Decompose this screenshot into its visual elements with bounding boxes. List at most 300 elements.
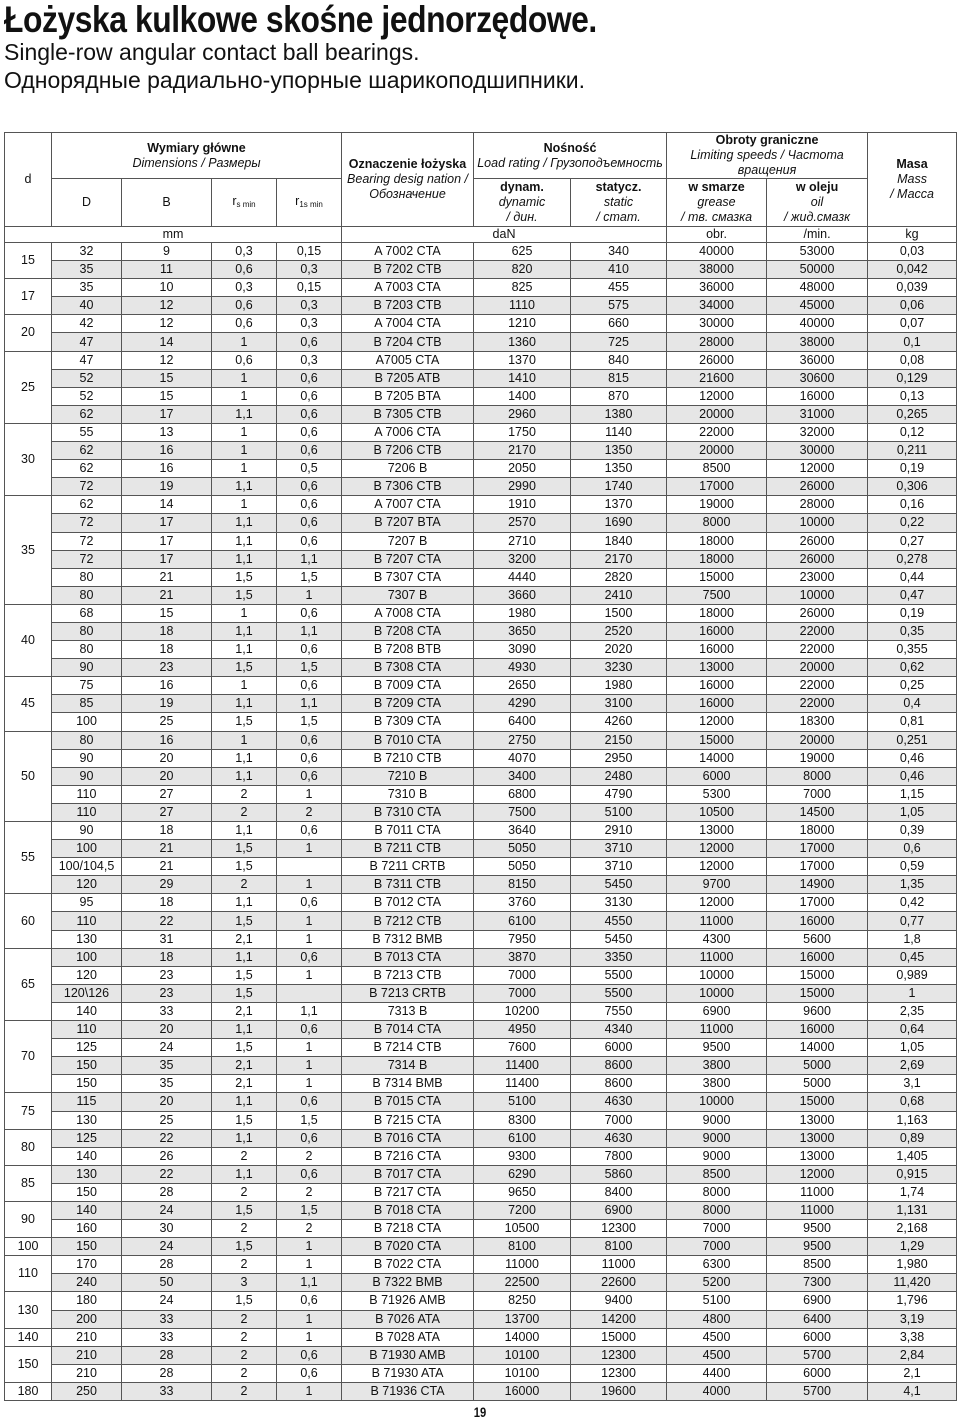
designation-cell: B 71926 AMB: [342, 1292, 474, 1310]
B-cell: 28: [122, 1346, 212, 1364]
D-cell: 85: [52, 695, 122, 713]
static-load-cell: 1350: [571, 460, 667, 478]
static-load-cell: 5100: [571, 803, 667, 821]
B-cell: 23: [122, 659, 212, 677]
unit-obr: obr.: [667, 227, 767, 243]
table-row: [5, 1129, 957, 1147]
rs-cell: 1: [212, 460, 277, 478]
mass-cell: 1,980: [868, 1256, 957, 1274]
mass-cell: 0,251: [868, 731, 957, 749]
D-cell: 62: [52, 460, 122, 478]
D-cell: 120: [52, 876, 122, 894]
designation-cell: A 7008 CTA: [342, 604, 474, 622]
oil-header: [767, 179, 868, 227]
designation-cell: B 71936 CTA: [342, 1382, 474, 1400]
static-load-cell: 12300: [571, 1346, 667, 1364]
B-cell: 15: [122, 604, 212, 622]
rs-cell: 1,1: [212, 550, 277, 568]
designation-cell: B 7211 CTB: [342, 840, 474, 858]
dynamic-load-cell: 2650: [474, 677, 571, 695]
designation-cell: A 7003 CTA: [342, 279, 474, 297]
D-cell: 40: [52, 297, 122, 315]
table-row: [5, 622, 957, 640]
table-row: [5, 1346, 957, 1364]
D-cell: 80: [52, 641, 122, 659]
oil-speed-cell: 5700: [767, 1382, 868, 1400]
grease-speed-cell: 9500: [667, 1039, 767, 1057]
D-cell: 95: [52, 894, 122, 912]
grease-speed-cell: 10000: [667, 1093, 767, 1111]
grease-speed-cell: 4300: [667, 930, 767, 948]
B-cell: 17: [122, 532, 212, 550]
table-row: [5, 586, 957, 604]
static-load-cell: 19600: [571, 1382, 667, 1400]
dynamic-load-cell: 8150: [474, 876, 571, 894]
D-cell: 130: [52, 930, 122, 948]
rs-cell: 1: [212, 442, 277, 460]
r1s-cell: 0,6: [277, 948, 342, 966]
static-load-cell: 1350: [571, 442, 667, 460]
B-cell: 17: [122, 550, 212, 568]
B-cell: 35: [122, 1057, 212, 1075]
r1s-cell: 1: [277, 1382, 342, 1400]
mass-cell: 0,62: [868, 659, 957, 677]
table-row: [5, 1382, 957, 1400]
dynamic-load-cell: 1110: [474, 297, 571, 315]
rs-cell: 1,5: [212, 1292, 277, 1310]
rs-cell: 1: [212, 333, 277, 351]
designation-cell: A 7002 CTA: [342, 243, 474, 261]
grease-speed-cell: 4000: [667, 1382, 767, 1400]
bore-diameter-cell: 90: [5, 1201, 52, 1237]
oil-speed-cell: 7000: [767, 785, 868, 803]
grease-speed-cell: 4500: [667, 1328, 767, 1346]
dynamic-load-cell: 4930: [474, 659, 571, 677]
designation-cell: B 7014 CTA: [342, 1021, 474, 1039]
static-load-cell: 8400: [571, 1183, 667, 1201]
designation-cell: B 7308 CTA: [342, 659, 474, 677]
table-row: [5, 405, 957, 423]
rs-cell: 1,1: [212, 1093, 277, 1111]
oil-speed-cell: 19000: [767, 749, 868, 767]
mass-cell: 0,77: [868, 912, 957, 930]
r1s-cell: 0,6: [277, 749, 342, 767]
static-load-cell: 2520: [571, 622, 667, 640]
static-load-cell: 12300: [571, 1364, 667, 1382]
mass-cell: 0,39: [868, 822, 957, 840]
table-row: [5, 478, 957, 496]
table-row: [5, 695, 957, 713]
rs-cell: 2: [212, 1364, 277, 1382]
D-cell: 90: [52, 767, 122, 785]
grease-speed-cell: 4800: [667, 1310, 767, 1328]
static-load-cell: 5860: [571, 1165, 667, 1183]
unit-dan: daN: [342, 227, 667, 243]
grease-speed-cell: 34000: [667, 297, 767, 315]
D-cell: 210: [52, 1346, 122, 1364]
stat-en: static: [603, 195, 634, 209]
rs-cell: 1,1: [212, 622, 277, 640]
grease-speed-cell: 5300: [667, 785, 767, 803]
table-row: [5, 894, 957, 912]
table-row: [5, 261, 957, 279]
oil-speed-cell: 15000: [767, 984, 868, 1002]
D-cell: 250: [52, 1382, 122, 1400]
table-row: [5, 984, 957, 1002]
table-row: [5, 731, 957, 749]
D-cell: 80: [52, 586, 122, 604]
static-load-cell: 1380: [571, 405, 667, 423]
grease-speed-cell: 26000: [667, 351, 767, 369]
rs-cell: 1,5: [212, 984, 277, 1002]
mass-header: [868, 133, 957, 227]
mass-cell: 0,13: [868, 387, 957, 405]
r1s-cell: 0,3: [277, 351, 342, 369]
rs-cell: 2: [212, 1382, 277, 1400]
static-load-cell: 1500: [571, 604, 667, 622]
designation-cell: 7210 B: [342, 767, 474, 785]
oil-speed-cell: 28000: [767, 496, 868, 514]
D-cell: 150: [52, 1183, 122, 1201]
table-row: [5, 659, 957, 677]
rs-cell: 1,5: [212, 659, 277, 677]
r1s-cell: [277, 984, 342, 1002]
r1s-cell: 1: [277, 785, 342, 803]
bore-diameter-cell: 65: [5, 948, 52, 1020]
r1s-cell: 0,6: [277, 1021, 342, 1039]
designation-cell: B 7218 CTA: [342, 1220, 474, 1238]
grease-speed-cell: 8000: [667, 1201, 767, 1219]
dynamic-load-cell: 7500: [474, 803, 571, 821]
mass-cell: 0,16: [868, 496, 957, 514]
grease-header: [667, 179, 767, 227]
rs-cell: 1,1: [212, 532, 277, 550]
oil-speed-cell: 8000: [767, 767, 868, 785]
col-rs-header: [212, 179, 277, 227]
mass-cell: 2,1: [868, 1364, 957, 1382]
dynamic-load-cell: 625: [474, 243, 571, 261]
grease-speed-cell: 5200: [667, 1274, 767, 1292]
D-cell: 140: [52, 1002, 122, 1020]
static-load-cell: 725: [571, 333, 667, 351]
designation-cell: B 7210 CTB: [342, 749, 474, 767]
D-cell: 140: [52, 1201, 122, 1219]
static-load-cell: 4550: [571, 912, 667, 930]
B-cell: 12: [122, 297, 212, 315]
mass-cell: 0,042: [868, 261, 957, 279]
B-cell: 16: [122, 731, 212, 749]
r1s-cell: 0,6: [277, 1346, 342, 1364]
table-row: [5, 749, 957, 767]
designation-cell: B 7205 BTA: [342, 387, 474, 405]
designation-cell: 7310 B: [342, 785, 474, 803]
mass-cell: 0,89: [868, 1129, 957, 1147]
oil-speed-cell: 16000: [767, 948, 868, 966]
D-cell: 32: [52, 243, 122, 261]
B-cell: 21: [122, 586, 212, 604]
designation-cell: B 7020 CTA: [342, 1238, 474, 1256]
rs-cell: 2,1: [212, 930, 277, 948]
oil-speed-cell: 45000: [767, 297, 868, 315]
r1s-cell: 1: [277, 876, 342, 894]
table-row: [5, 803, 957, 821]
table-row: [5, 1292, 957, 1310]
dynamic-load-cell: 3660: [474, 586, 571, 604]
dynamic-load-cell: 6400: [474, 713, 571, 731]
table-row: [5, 840, 957, 858]
designation-cell: B 7205 ATB: [342, 369, 474, 387]
oil-speed-cell: 6000: [767, 1328, 868, 1346]
rs-cell: 0,6: [212, 315, 277, 333]
D-cell: 110: [52, 1021, 122, 1039]
mass-cell: 0,265: [868, 405, 957, 423]
static-load-cell: 2410: [571, 586, 667, 604]
static-load-cell: 870: [571, 387, 667, 405]
oil-speed-cell: 12000: [767, 460, 868, 478]
bearing-table: [4, 132, 957, 1401]
D-cell: 130: [52, 1111, 122, 1129]
rs-cell: 2: [212, 1346, 277, 1364]
table-row: [5, 966, 957, 984]
rs-cell: 2: [212, 1256, 277, 1274]
mass-cell: 0,19: [868, 460, 957, 478]
col-D-header: D: [52, 179, 122, 227]
r1s-cell: 0,6: [277, 604, 342, 622]
grease-speed-cell: 11000: [667, 948, 767, 966]
B-cell: 14: [122, 333, 212, 351]
dynamic-load-cell: 13700: [474, 1310, 571, 1328]
oil-speed-cell: 16000: [767, 1021, 868, 1039]
table-row: [5, 1201, 957, 1219]
designation-cell: B 7305 CTB: [342, 405, 474, 423]
B-cell: 14: [122, 496, 212, 514]
mass-cell: 0,03: [868, 243, 957, 261]
grease-speed-cell: 11000: [667, 1021, 767, 1039]
static-load-cell: 3230: [571, 659, 667, 677]
D-cell: 47: [52, 333, 122, 351]
grease-pl: w smarze: [688, 180, 745, 194]
table-row: [5, 243, 957, 261]
oil-speed-cell: 5000: [767, 1075, 868, 1093]
grease-speed-cell: 12000: [667, 894, 767, 912]
static-load-cell: 840: [571, 351, 667, 369]
oil-speed-cell: 9500: [767, 1238, 868, 1256]
rs-cell: 1,5: [212, 1201, 277, 1219]
grease-speed-cell: 7500: [667, 586, 767, 604]
designation-cell: B 7011 CTA: [342, 822, 474, 840]
table-row: [5, 1310, 957, 1328]
mass-cell: 1,15: [868, 785, 957, 803]
D-cell: 120\126: [52, 984, 122, 1002]
designation-cell: B 7208 CTA: [342, 622, 474, 640]
table-row: [5, 442, 957, 460]
static-load-cell: 12300: [571, 1220, 667, 1238]
D-cell: 100: [52, 948, 122, 966]
r1s-cell: 0,6: [277, 496, 342, 514]
designation-cell: B 7022 CTA: [342, 1256, 474, 1274]
oil-speed-cell: 26000: [767, 478, 868, 496]
r1s-cell: 2: [277, 1220, 342, 1238]
grease-speed-cell: 16000: [667, 695, 767, 713]
designation-cell: A 7007 CTA: [342, 496, 474, 514]
r1s-cell: 0,6: [277, 1292, 342, 1310]
mass-cell: 1,796: [868, 1292, 957, 1310]
B-cell: 24: [122, 1039, 212, 1057]
B-cell: 50: [122, 1274, 212, 1292]
bore-diameter-cell: 75: [5, 1093, 52, 1129]
rs-cell: 1,1: [212, 514, 277, 532]
D-cell: 170: [52, 1256, 122, 1274]
bore-diameter-cell: 35: [5, 496, 52, 605]
table-row: [5, 1002, 957, 1020]
B-cell: 19: [122, 478, 212, 496]
designation-cell: B 7207 BTA: [342, 514, 474, 532]
table-row: [5, 604, 957, 622]
static-load-cell: 660: [571, 315, 667, 333]
designation-cell: B 7216 CTA: [342, 1147, 474, 1165]
r1s-cell: 0,6: [277, 641, 342, 659]
oil-en: oil: [810, 195, 824, 209]
dynamic-load-cell: 10200: [474, 1002, 571, 1020]
designation-cell: B 7214 CTB: [342, 1039, 474, 1057]
rs-cell: 1,1: [212, 405, 277, 423]
table-row: [5, 1274, 957, 1292]
oil-speed-cell: 48000: [767, 279, 868, 297]
r1s-cell: 1: [277, 1328, 342, 1346]
grease-en: grease: [697, 195, 736, 209]
r1s-cell: [277, 858, 342, 876]
mass-cell: 0,211: [868, 442, 957, 460]
dynamic-load-cell: 3640: [474, 822, 571, 840]
table-row: [5, 912, 957, 930]
table-row: [5, 279, 957, 297]
r1s-cell: 1,1: [277, 1274, 342, 1292]
unit-kg: kg: [868, 227, 957, 243]
grease-speed-cell: 8000: [667, 514, 767, 532]
unit-mm: mm: [5, 227, 342, 243]
B-cell: 10: [122, 279, 212, 297]
mass-en: Mass: [897, 172, 927, 186]
B-cell: 20: [122, 1021, 212, 1039]
oil-speed-cell: 16000: [767, 387, 868, 405]
rs-cell: 1,5: [212, 840, 277, 858]
table-row: [5, 1183, 957, 1201]
designation-cell: B 7207 CTA: [342, 550, 474, 568]
table-row: [5, 1147, 957, 1165]
r1s-cell: 2: [277, 1183, 342, 1201]
static-load-cell: 1370: [571, 496, 667, 514]
r1s-cell: 0,6: [277, 822, 342, 840]
load-pl: Nośność: [543, 140, 597, 155]
mass-cell: 3,38: [868, 1328, 957, 1346]
designation-cell: B 7202 CTB: [342, 261, 474, 279]
mass-cell: 0,08: [868, 351, 957, 369]
col-r1s-header: [277, 179, 342, 227]
bore-diameter-cell: 70: [5, 1021, 52, 1093]
r1s-cell: 0,6: [277, 532, 342, 550]
mass-cell: 0,06: [868, 297, 957, 315]
oil-speed-cell: 6900: [767, 1292, 868, 1310]
mass-cell: 0,129: [868, 369, 957, 387]
mass-cell: 4,1: [868, 1382, 957, 1400]
stat-ru: / cmam.: [596, 210, 641, 224]
designation-cell: A7005 CTA: [342, 351, 474, 369]
table-row: [5, 713, 957, 731]
rs-cell: 1,5: [212, 1039, 277, 1057]
r1s-cell: 0,5: [277, 460, 342, 478]
B-cell: 11: [122, 261, 212, 279]
oil-speed-cell: 14500: [767, 803, 868, 821]
dynamic-load-cell: 4070: [474, 749, 571, 767]
dynamic-load-cell: 6290: [474, 1165, 571, 1183]
dynamic-load-cell: 3650: [474, 622, 571, 640]
mass-cell: 0,64: [868, 1021, 957, 1039]
r1s-cell: 1,5: [277, 1111, 342, 1129]
static-load-cell: 22600: [571, 1274, 667, 1292]
table-row: [5, 948, 957, 966]
grease-speed-cell: 38000: [667, 261, 767, 279]
r1s-subscript: 1s min: [299, 199, 323, 209]
B-cell: 22: [122, 912, 212, 930]
mass-cell: 0,46: [868, 749, 957, 767]
rs-subscript: s min: [236, 199, 256, 209]
grease-speed-cell: 18000: [667, 532, 767, 550]
D-cell: 100/104,5: [52, 858, 122, 876]
designation-cell: 7206 B: [342, 460, 474, 478]
static-load-cell: 2020: [571, 641, 667, 659]
mass-cell: 0,68: [868, 1093, 957, 1111]
rs-cell: 1,1: [212, 822, 277, 840]
dynamic-load-cell: 2050: [474, 460, 571, 478]
r1s-cell: 1: [277, 1238, 342, 1256]
title-english: Single-row angular contact ball bearings.: [4, 39, 420, 65]
rs-cell: 1,5: [212, 966, 277, 984]
oil-speed-cell: 8500: [767, 1256, 868, 1274]
rs-cell: 1,1: [212, 948, 277, 966]
static-load-cell: 2150: [571, 731, 667, 749]
static-load-cell: 2170: [571, 550, 667, 568]
mass-cell: 0,42: [868, 894, 957, 912]
D-cell: 110: [52, 803, 122, 821]
grease-speed-cell: 8000: [667, 1183, 767, 1201]
grease-speed-cell: 15000: [667, 568, 767, 586]
r1s-cell: 0,6: [277, 405, 342, 423]
table-row: [5, 550, 957, 568]
D-cell: 110: [52, 912, 122, 930]
table-row: [5, 876, 957, 894]
designation-cell: 7313 B: [342, 1002, 474, 1020]
oil-speed-cell: 11000: [767, 1201, 868, 1219]
dynamic-load-cell: 1910: [474, 496, 571, 514]
title-russian: Однорядные радиально-упорные шарикоподшипники.: [4, 67, 586, 93]
rs-cell: 1,1: [212, 894, 277, 912]
rs-cell: 2: [212, 1147, 277, 1165]
table-row: [5, 514, 957, 532]
main-dims-en: Dimensions / Размеры: [132, 155, 261, 170]
B-cell: 16: [122, 460, 212, 478]
mass-cell: 0,47: [868, 586, 957, 604]
designation-cell: B 7203 CTB: [342, 297, 474, 315]
grease-speed-cell: 14000: [667, 749, 767, 767]
designation-cell: B 7217 CTA: [342, 1183, 474, 1201]
r1s-cell: 0,6: [277, 442, 342, 460]
static-load-cell: 815: [571, 369, 667, 387]
mass-cell: 1: [868, 984, 957, 1002]
dynamic-load-cell: 16000: [474, 1382, 571, 1400]
dynamic-load-cell: 4290: [474, 695, 571, 713]
designation-cell: B 7312 BMB: [342, 930, 474, 948]
D-cell: 140: [52, 1147, 122, 1165]
